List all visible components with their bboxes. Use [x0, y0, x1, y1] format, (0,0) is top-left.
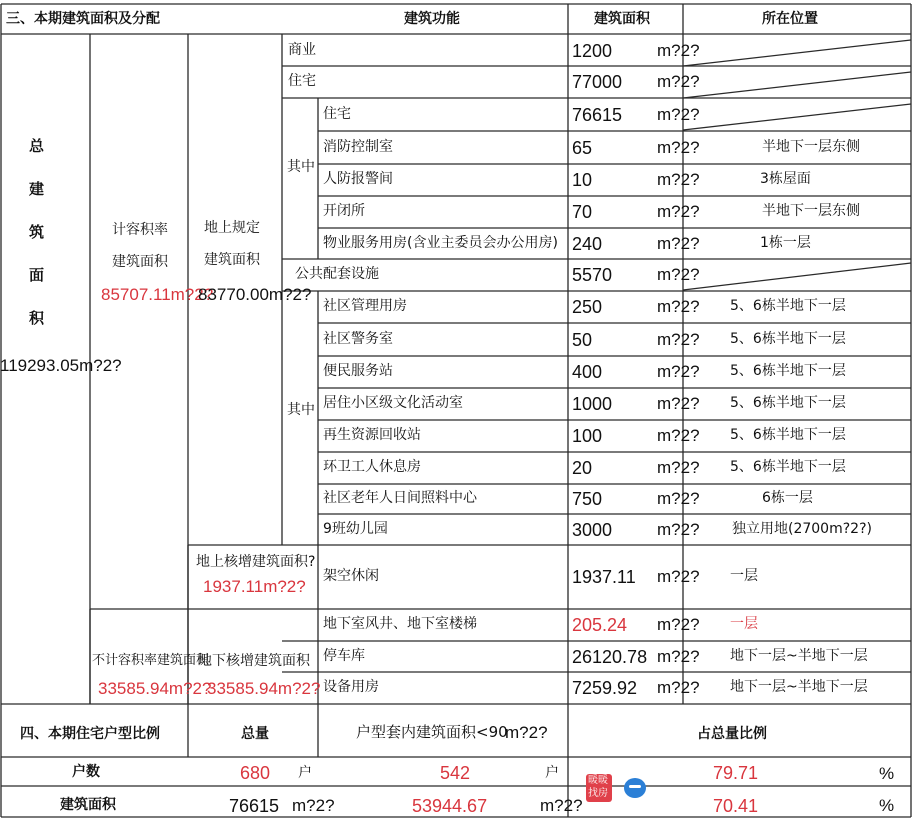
- underground-area-label: 地下核增建筑面积: [198, 653, 310, 669]
- function-name: 开闭所: [323, 203, 365, 219]
- function-name: 社区警务室: [323, 330, 393, 347]
- function-area-value: 400: [572, 362, 603, 382]
- function-area-unit: m?2?: [657, 362, 700, 381]
- function-location: 独立用地(2700m?2?): [732, 520, 872, 537]
- header-total: 总量: [241, 726, 269, 742]
- function-area-unit: m?2?: [657, 567, 700, 586]
- function-location: 1栋一层: [760, 234, 811, 251]
- function-location: 地下一层~半地下一层: [730, 647, 868, 664]
- nonfar-area-value: 33585.94m?2?: [98, 679, 212, 698]
- function-area-unit: m?2?: [657, 297, 700, 316]
- function-name: 设备用房: [323, 678, 379, 695]
- area-ratio: 70.41: [713, 796, 759, 816]
- function-area-unit: m?2?: [657, 615, 700, 634]
- function-area-value: 1937.11: [572, 567, 636, 587]
- bonus-area-value: 1937.11m?2?: [203, 577, 306, 596]
- function-area-value: 5570: [572, 265, 613, 285]
- function-area-unit: m?2?: [657, 72, 700, 91]
- function-area-value: 10: [572, 170, 593, 190]
- far-area-value: 85707.11m?2?: [101, 285, 214, 304]
- function-area-unit: m?2?: [657, 170, 700, 189]
- grid-line: [683, 40, 911, 66]
- function-location: 5、6栋半地下一层: [730, 363, 846, 379]
- section4-title: 四、本期住宅户型比例: [20, 726, 160, 742]
- header-function: 建筑功能: [404, 11, 460, 27]
- households-label: 户数: [72, 764, 100, 780]
- function-name: 环卫工人休息房: [323, 459, 421, 475]
- total-area-char-1: 总: [29, 137, 45, 155]
- header-ratio: 占总量比例: [697, 726, 767, 742]
- function-name: 物业服务用房(含业主委员会办公用房): [323, 234, 558, 251]
- function-area-value: 50: [572, 329, 593, 350]
- function-area-unit: m?2?: [657, 426, 700, 445]
- function-name: 居住小区级文化活动室: [323, 395, 463, 411]
- far-area-label-2: 建筑面积: [112, 254, 168, 270]
- households-total: 680: [240, 763, 271, 783]
- total-area-char-5: 积: [29, 309, 45, 327]
- area-percent: %: [879, 796, 895, 815]
- function-area-unit: m?2?: [657, 40, 700, 60]
- function-location: 5、6栋半地下一层: [730, 395, 846, 411]
- nonfar-area-label: 不计容积率建筑面积: [92, 653, 210, 668]
- function-location: 5、6栋半地下一层: [730, 459, 846, 475]
- area-small: 53944.67: [412, 796, 488, 816]
- function-area-unit: m?2?: [657, 202, 700, 221]
- above-area-label-1: 地上规定: [204, 220, 260, 236]
- underground-area-value: 33585.94m?2?: [207, 679, 321, 698]
- chat-bubble-icon: [624, 778, 646, 798]
- above-area-label-2: 建筑面积: [204, 252, 260, 268]
- households-unit: 户: [298, 765, 312, 781]
- function-area-value: 20: [572, 458, 593, 478]
- function-name: 9班幼儿园: [323, 520, 388, 537]
- function-area-value: 1200: [572, 40, 613, 61]
- function-area-unit: m?2?: [657, 677, 700, 697]
- function-location: 6栋一层: [762, 490, 813, 506]
- total-area-char-3: 筑: [29, 223, 45, 241]
- above-area-value: 83770.00m?2?: [198, 285, 312, 304]
- total-area-char-2: 建: [29, 180, 45, 198]
- area-label: 建筑面积: [60, 797, 116, 813]
- function-area-value: 76615: [572, 104, 623, 125]
- function-name: 消防控制室: [323, 138, 393, 155]
- function-area-unit: m?2?: [657, 104, 700, 124]
- header-small-unit: 户型套内建筑面积<90: [356, 723, 508, 741]
- function-location: 5、6栋半地下一层: [730, 298, 846, 314]
- function-location: 3栋屋面: [760, 171, 811, 187]
- function-area-value: 65: [572, 137, 593, 158]
- total-area-value: 119293.05m?2?: [0, 356, 122, 375]
- households-percent: %: [879, 764, 895, 783]
- function-location: 5、6栋半地下一层: [730, 427, 846, 443]
- function-name: 社区老年人日间照料中心: [323, 490, 477, 506]
- grid-line: [683, 72, 911, 98]
- watermark-logo-line2: 找房: [588, 788, 608, 799]
- function-name: 地下室风井、地下室楼梯: [323, 616, 477, 632]
- function-location: 半地下一层东侧: [762, 138, 860, 155]
- function-location: 一层: [730, 616, 758, 632]
- function-area-unit: m?2?: [657, 458, 700, 477]
- function-location: 半地下一层东侧: [762, 203, 860, 219]
- households-small-unit: 户: [545, 765, 559, 781]
- function-name: 再生资源回收站: [323, 427, 421, 443]
- function-area-value: 1000: [572, 394, 613, 414]
- function-area-value: 26120.78: [572, 646, 648, 667]
- households-small: 542: [440, 763, 471, 783]
- function-area-value: 3000: [572, 519, 613, 540]
- function-name: 架空休闲: [323, 568, 379, 584]
- households-ratio: 79.71: [713, 763, 759, 783]
- function-name: 人防报警间: [323, 171, 393, 187]
- watermark-logo: [586, 774, 612, 802]
- function-area-value: 77000: [572, 72, 623, 92]
- watermark-logo-line1: 暖暖: [588, 775, 608, 786]
- function-name: 社区管理用房: [323, 298, 407, 314]
- function-area-value: 250: [572, 297, 603, 317]
- function-area-value: 100: [572, 426, 603, 446]
- function-area-unit: m?2?: [657, 519, 700, 539]
- section3-title: 三、本期建筑面积及分配: [6, 11, 160, 27]
- header-area: 建筑面积: [594, 11, 650, 27]
- function-area-unit: m?2?: [657, 394, 700, 413]
- total-area-char-4: 面: [29, 266, 45, 284]
- qizhong-label-2: 其中: [287, 402, 315, 418]
- function-name: 公共配套设施: [295, 266, 379, 282]
- function-location: 地下一层~半地下一层: [730, 678, 868, 695]
- function-location: 5、6栋半地下一层: [730, 330, 846, 347]
- function-area-value: 70: [572, 202, 593, 222]
- qizhong-label-1: 其中: [287, 159, 315, 175]
- far-area-label-1: 计容积率: [112, 222, 168, 238]
- bonus-area-label: 地上核增建筑面积?: [196, 554, 316, 570]
- area-small-unit: m?2?: [540, 796, 583, 815]
- function-name: 住宅: [288, 73, 316, 89]
- function-area-unit: m?2?: [657, 233, 700, 253]
- function-location: 一层: [730, 568, 758, 584]
- function-name: 停车库: [323, 647, 365, 664]
- function-area-value: 205.24: [572, 615, 628, 635]
- function-name: 便民服务站: [323, 363, 393, 379]
- function-area-value: 750: [572, 489, 603, 509]
- function-area-unit: m?2?: [657, 489, 700, 508]
- function-area-unit: m?2?: [657, 137, 700, 157]
- function-area-unit: m?2?: [657, 646, 700, 666]
- area-total: 76615: [229, 796, 280, 816]
- function-name: 住宅: [323, 105, 351, 122]
- header-small-unit-sq: m?2?: [505, 723, 548, 742]
- grid-line: [683, 104, 911, 130]
- function-area-value: 240: [572, 233, 603, 254]
- grid-line: [683, 263, 911, 290]
- function-area-value: 7259.92: [572, 677, 638, 698]
- function-area-unit: m?2?: [657, 329, 700, 349]
- header-location: 所在位置: [762, 11, 818, 27]
- area-total-unit: m?2?: [292, 796, 335, 815]
- function-area-unit: m?2?: [657, 265, 700, 284]
- function-name: 商业: [288, 41, 316, 58]
